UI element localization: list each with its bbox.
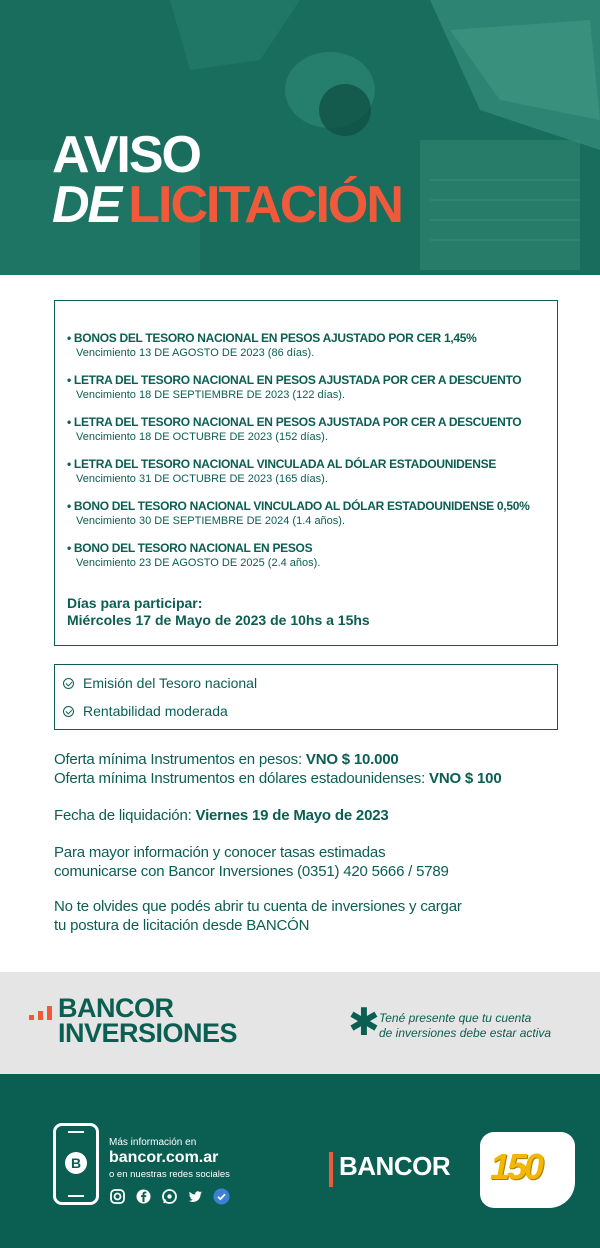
bancor-accent-bar <box>329 1152 333 1187</box>
whatsapp-icon[interactable] <box>161 1188 178 1205</box>
logo-line2: INVERSIONES <box>58 1018 238 1048</box>
anniversary-badge-number: 150 <box>490 1146 542 1187</box>
instrument-name: • LETRA DEL TESORO NACIONAL EN PESOS AJUSTADA POR CER A DESCUENTO <box>67 415 522 429</box>
check-circle-icon <box>63 678 74 689</box>
instrument-item <box>67 541 320 569</box>
instrument-due: Vencimiento 13 DE AGOSTO DE 2023 (86 días). <box>76 347 315 359</box>
settlement-value: Viernes 19 de Mayo de 2023 <box>195 807 389 824</box>
instrument-item <box>67 457 496 485</box>
bancor-b-icon: B <box>65 1152 87 1174</box>
hero-title-licitacion: LICITACIÓN <box>128 176 402 234</box>
hero-title-line1: AVISO <box>52 126 200 184</box>
instrument-name: • BONOS DEL TESORO NACIONAL EN PESOS AJUSTADO POR CER 1,45% <box>67 331 477 345</box>
app-note <box>54 897 462 935</box>
participation-date: Miércoles 17 de Mayo de 2023 de 10hs a 15hs <box>67 612 370 628</box>
phone-icon <box>53 1123 99 1205</box>
bancor-inversiones-logo <box>58 993 238 1048</box>
settlement-label: Fecha de liquidación: <box>54 807 196 824</box>
logo-line1: BANCOR <box>58 993 174 1023</box>
reminder-line1: Tené presente que tu cuenta <box>379 1011 532 1025</box>
settlement-date <box>54 806 389 825</box>
phone-home-bar <box>68 1195 84 1197</box>
social-icons <box>109 1188 230 1205</box>
hero-title-de: DE <box>52 176 121 234</box>
feature-label: Rentabilidad moderada <box>83 703 228 719</box>
instrument-due: Vencimiento 31 DE OCTUBRE DE 2023 (165 días). <box>76 473 328 485</box>
contact-line1: Para mayor información y conocer tasas estimadas <box>54 844 386 861</box>
anniversary-badge <box>480 1132 575 1208</box>
app-note-line2: tu postura de licitación desde BANCÓN <box>54 917 310 934</box>
min-offer-pesos <box>54 750 399 769</box>
instrument-item <box>67 331 476 359</box>
instrument-item <box>67 415 521 443</box>
instrument-due: Vencimiento 23 DE AGOSTO DE 2025 (2.4 años). <box>76 557 321 569</box>
asterisk-icon: ✱ <box>348 1002 380 1044</box>
min-offer-usd <box>54 769 501 788</box>
min-offer-usd-label: Oferta mínima Instrumentos en dólares estadounidenses: <box>54 770 430 787</box>
contact-line2: comunicarse con Bancor Inversiones (0351) 420 5666 / 5789 <box>54 863 449 880</box>
instrument-item <box>67 373 521 401</box>
hero-banner <box>0 0 600 275</box>
account-reminder <box>379 1011 551 1041</box>
twitter-icon[interactable] <box>187 1188 204 1205</box>
feature-item <box>63 703 228 719</box>
verified-icon[interactable] <box>213 1188 230 1205</box>
instrument-due: Vencimiento 18 DE SEPTIEMBRE DE 2023 (122 días). <box>76 389 346 401</box>
social-networks-label: o en nuestras redes sociales <box>109 1169 230 1180</box>
check-circle-icon <box>63 706 74 717</box>
instagram-icon[interactable] <box>109 1188 126 1205</box>
reminder-line2: de inversiones debe estar activa <box>379 1026 552 1040</box>
app-note-line1: No te olvides que podés abrir tu cuenta de inversiones y cargar <box>54 898 462 915</box>
instrument-due: Vencimiento 18 DE OCTUBRE DE 2023 (152 días). <box>76 431 328 443</box>
hero-title <box>52 126 402 234</box>
participation-label: Días para participar: <box>67 595 203 611</box>
signal-bars-icon <box>28 1003 58 1021</box>
participation-dates <box>67 595 370 629</box>
feature-item <box>63 675 257 691</box>
min-offer-pesos-value: VNO $ 10.000 <box>305 751 399 768</box>
bancor-logo: BANCOR <box>339 1151 451 1181</box>
instrument-name: • LETRA DEL TESORO NACIONAL EN PESOS AJUSTADA POR CER A DESCUENTO <box>67 373 522 387</box>
contact-info <box>54 843 449 881</box>
instruments-box <box>54 300 558 646</box>
facebook-icon[interactable] <box>135 1188 152 1205</box>
instrument-item <box>67 499 529 527</box>
instrument-name: • BONO DEL TESORO NACIONAL EN PESOS <box>67 541 313 555</box>
instrument-due: Vencimiento 30 DE SEPTIEMBRE DE 2024 (1.4 años). <box>76 515 346 527</box>
instrument-name: • BONO DEL TESORO NACIONAL VINCULADO AL DÓLAR ESTADOUNIDENSE 0,50% <box>67 499 530 513</box>
feature-label: Emisión del Tesoro nacional <box>83 675 258 691</box>
min-offer-pesos-label: Oferta mínima Instrumentos en pesos: <box>54 751 306 768</box>
more-info-label: Más información en <box>109 1137 197 1148</box>
website-link[interactable]: bancor.com.ar <box>109 1149 219 1166</box>
instrument-name: • LETRA DEL TESORO NACIONAL VINCULADA AL DÓLAR ESTADOUNIDENSE <box>67 457 497 471</box>
features-box <box>54 664 558 730</box>
phone-speaker <box>68 1131 84 1133</box>
min-offer-usd-value: VNO $ 100 <box>429 770 502 787</box>
hero-title-line2 <box>52 176 402 234</box>
